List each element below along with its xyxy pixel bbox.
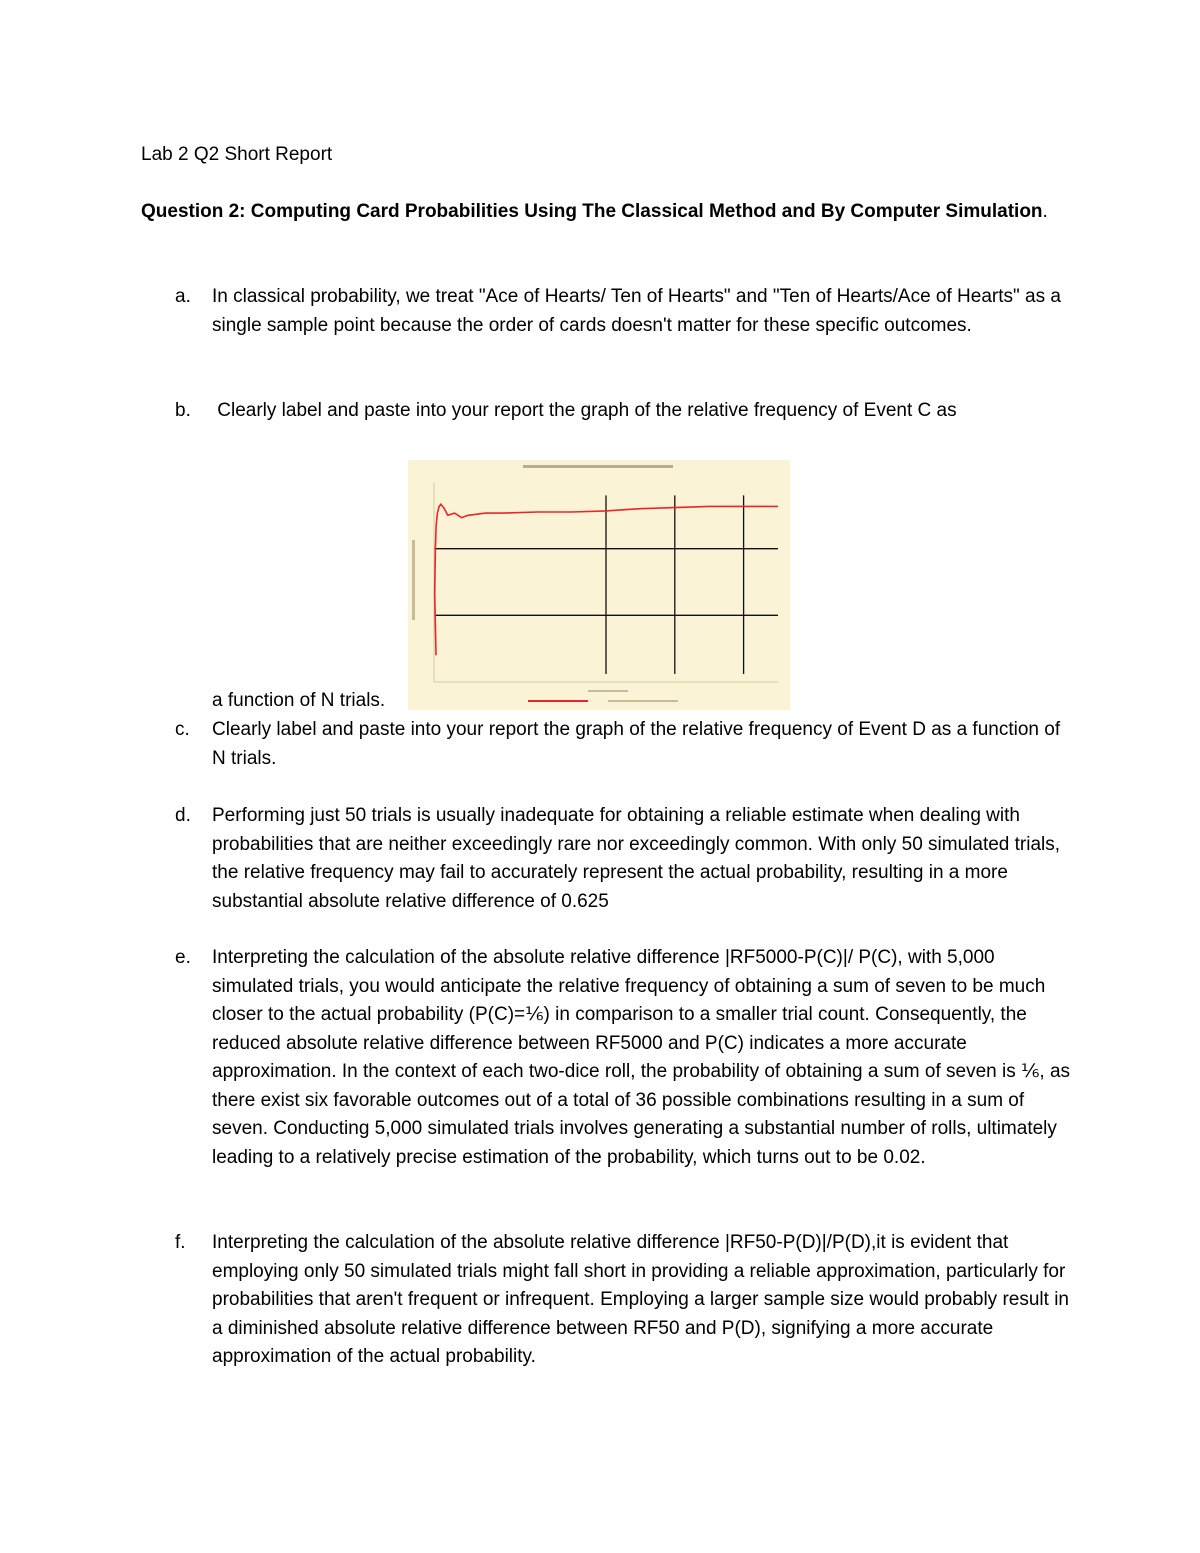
x-label-mark xyxy=(588,690,628,692)
list-item-text: Clearly label and paste into your report the graph of the relative frequency of Event D as a function of N trials. xyxy=(212,719,1061,769)
chart-svg xyxy=(408,460,790,710)
legend-swatch xyxy=(528,700,588,702)
question-heading-period: . xyxy=(1042,201,1048,222)
question-heading xyxy=(141,198,1071,226)
list-item-c xyxy=(141,716,1071,773)
list-marker: d. xyxy=(175,805,191,826)
list-item-b-continued: a function of N trials. xyxy=(212,690,386,711)
list-item-f xyxy=(141,1229,1071,1372)
list-item-e xyxy=(141,944,1071,1172)
chart-title-mark xyxy=(523,465,673,468)
list-item-text: In classical probability, we treat "Ace of Hearts/ Ten of Hearts" and "Ten of Hearts/Ace of Hearts" as a single sample point because the order of cards doesn't matter for these specific outcomes. xyxy=(212,286,1061,336)
list-item-a xyxy=(141,283,1071,340)
list-item-text: Clearly label and paste into your report the graph of the relative frequency of Event C as xyxy=(212,400,957,421)
list-marker: e. xyxy=(175,947,191,968)
list-marker: f. xyxy=(175,1232,186,1253)
event-c-chart xyxy=(408,460,790,710)
list-marker: b. xyxy=(175,400,191,421)
y-label-mark xyxy=(412,540,415,620)
list-item-d xyxy=(141,802,1071,916)
page-title: Lab 2 Q2 Short Report xyxy=(141,144,333,165)
question-heading-text: Question 2: Computing Card Probabilities Using The Classical Method and By Computer Simulation xyxy=(141,201,1043,222)
list-item-text: Performing just 50 trials is usually inadequate for obtaining a reliable estimate when dealing with probabilities that are neither exceedingly rare nor exceedingly common. With only 50 simulated trials, the relative frequency may fail to accurately represent the actual probability, resulting in a more substantial absolute relative difference of 0.625 xyxy=(212,805,1061,912)
list-item-text: Interpreting the calculation of the absolute relative difference |RF5000-P(C)|/ P(C), with 5,000 simulated trials, you would anticipate the relative frequency of obtaining a sum of seven to be much closer to the actual probability (P(C)=⅙) in comparison to a smaller trial count. Consequently, the reduced absolute relative difference between RF5000 and P(C) indicates a more accurate approximation. In the context of each two-dice roll, the probability of obtaining a sum of seven is ⅙, as there exist six favorable outcomes out of a total of 36 possible combinations resulting in a sum of seven. Conducting 5,000 simulated trials involves generating a substantial number of rolls, ultimately leading to a relatively precise estimation of the probability, which turns out to be 0.02. xyxy=(212,947,1071,1168)
list-marker: c. xyxy=(175,719,190,740)
list-item-b xyxy=(141,397,1071,426)
legend-text-mark xyxy=(608,700,678,702)
list-item-text: Interpreting the calculation of the absolute relative difference |RF50-P(D)|/P(D),it is evident that employing only 50 simulated trials might fall short in providing a reliable approximation, particularly for probabilities that aren't frequent or infrequent. Employing a larger sample size would probably result in a diminished absolute relative difference between RF50 and P(D), signifying a more accurate approximation of the actual probability. xyxy=(212,1232,1069,1367)
list-marker: a. xyxy=(175,286,191,307)
